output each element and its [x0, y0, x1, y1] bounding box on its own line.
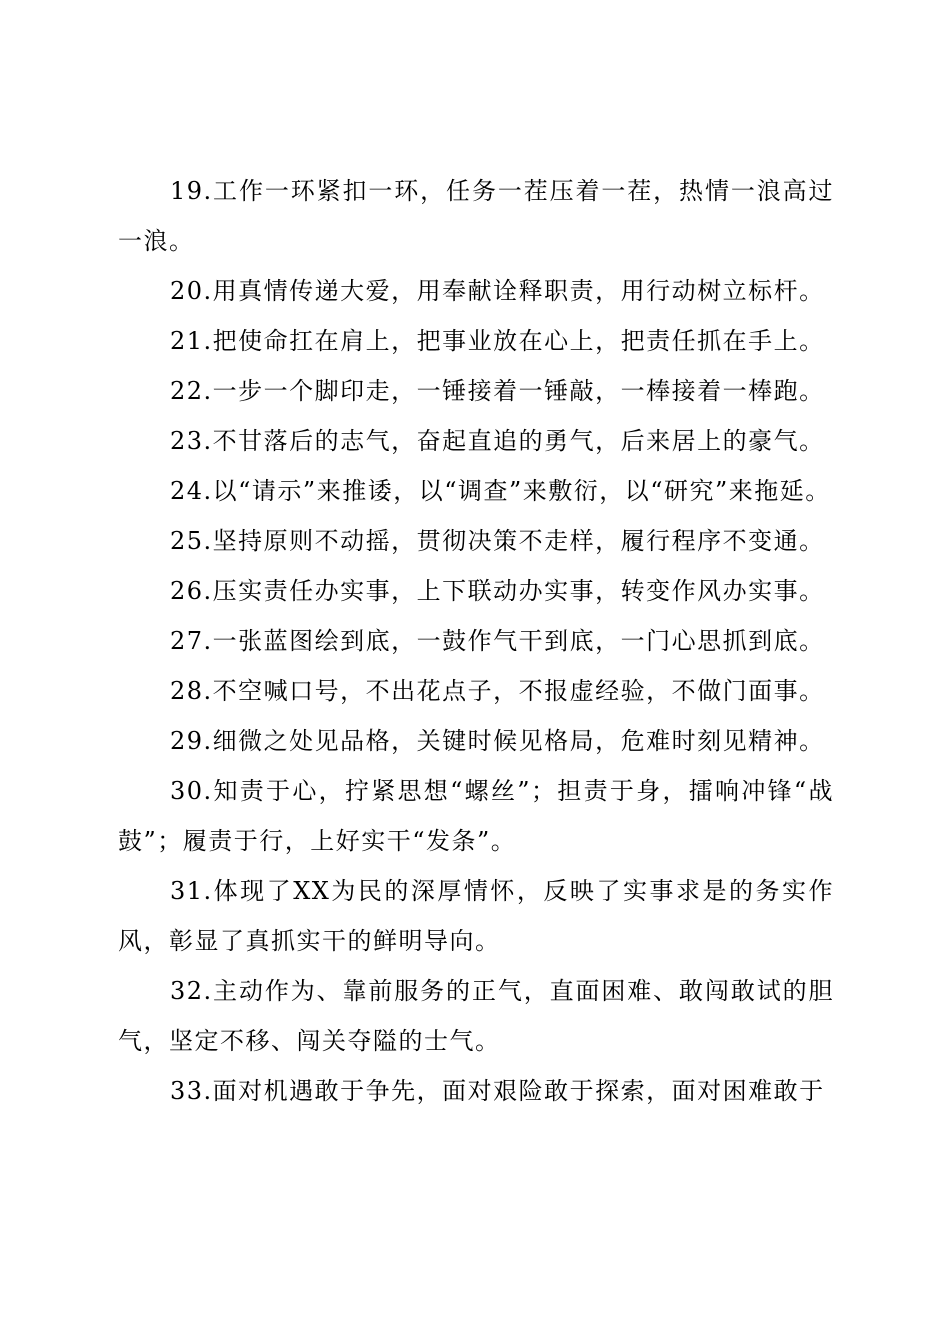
document-body — [118, 166, 834, 1116]
paragraph-25: 25.坚持原则不动摇，贯彻决策不走样，履行程序不变通。 — [170, 527, 825, 555]
paragraph-33: 33.面对机遇敢于争先，面对艰险敢于探索，面对困难敢于 — [170, 1077, 825, 1105]
paragraph-23: 23.不甘落后的志气，奋起直追的勇气，后来居上的豪气。 — [170, 427, 825, 455]
paragraph-27: 27.一张蓝图绘到底，一鼓作气干到底，一门心思抓到底。 — [170, 627, 825, 655]
paragraph-28: 28.不空喊口号，不出花点子，不报虚经验，不做门面事。 — [170, 677, 825, 705]
paragraph-24: 24.以“请示”来推诿，以“调查”来敷衍，以“研究”来拖延。 — [170, 477, 831, 505]
paragraph-26: 26.压实责任办实事，上下联动办实事，转变作风办实事。 — [170, 577, 825, 605]
paragraph-20: 20.用真情传递大爱，用奉献诠释职责，用行动树立标杆。 — [170, 277, 825, 305]
paragraph-21: 21.把使命扛在肩上，把事业放在心上，把责任抓在手上。 — [170, 327, 825, 355]
paragraph-30: 30.知责于心，拧紧思想“螺丝”；担责于身，擂响冲锋“战鼓”；履责于行，上好实干“发条”。 — [118, 777, 834, 855]
paragraph-31: 31.体现了XX为民的深厚情怀，反映了实事求是的务实作风，彰显了真抓实干的鲜明导向。 — [118, 877, 834, 955]
paragraph-29: 29.细微之处见品格，关键时候见格局，危难时刻见精神。 — [170, 727, 825, 755]
paragraph-19: 19.工作一环紧扣一环，任务一茬压着一茬，热情一浪高过一浪。 — [118, 177, 834, 255]
paragraph-32: 32.主动作为、靠前服务的正气，直面困难、敢闯敢试的胆气，坚定不移、闯关夺隘的士气。 — [118, 977, 834, 1055]
paragraph-22: 22.一步一个脚印走，一锤接着一锤敲，一棒接着一棒跑。 — [170, 377, 825, 405]
